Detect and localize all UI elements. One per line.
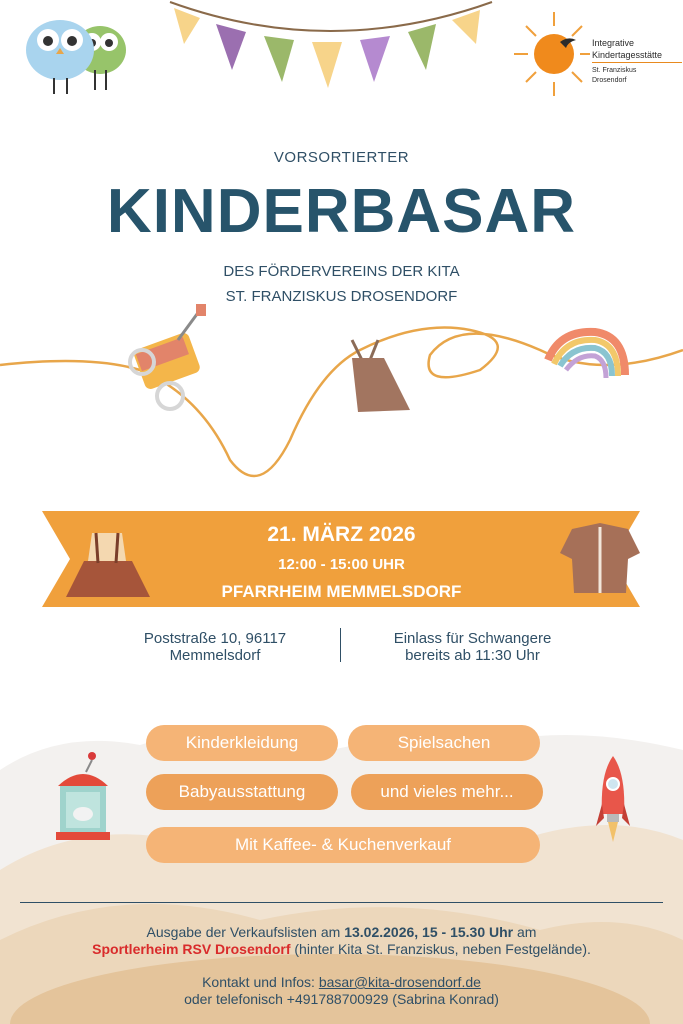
subtitle-line-2: ST. FRANZISKUS DROSENDORF — [225, 288, 458, 305]
event-place: PFARRHEIM MEMMELSDORF — [221, 582, 462, 601]
subtitle-line-1: DES FÖRDERVEREINS DER KITA — [223, 263, 460, 280]
offer-pill-babyausstattung: Babyausstattung — [146, 774, 338, 810]
offer-pill-more: und vieles mehr... — [351, 774, 543, 810]
toy-wagon-icon — [130, 304, 206, 409]
decorative-string — [0, 300, 683, 500]
footer-venue-red: Sportlerheim RSV Drosendorf — [92, 941, 291, 957]
logo-divider — [592, 62, 682, 63]
logo-line-4: Drosendorf — [592, 77, 627, 84]
logo-line-2: Kindertagesstätte — [592, 50, 663, 60]
offer-pill-kinderkleidung: Kinderkleidung — [146, 725, 338, 761]
offer-pill-cafe: Mit Kaffee- & Kuchenverkauf — [146, 827, 540, 863]
offer-pill-spielsachen: Spielsachen — [348, 725, 540, 761]
event-time: 12:00 - 15:00 UHR — [278, 556, 405, 573]
kita-logo — [510, 10, 680, 100]
logo-line-3: St. Franziskus — [592, 67, 637, 74]
entry-note-line-1: Einlass für Schwangere — [393, 630, 552, 647]
owl-icon — [12, 10, 137, 100]
rocket-icon — [596, 754, 630, 846]
footer-phone-line: oder telefonisch +491788700929 (Sabrina Konrad) — [184, 991, 499, 1007]
footer-contact-label: Kontakt und Infos: — [202, 974, 319, 990]
logo-line-1: Integrative — [592, 38, 635, 48]
address-divider — [340, 628, 341, 662]
bunting-flags — [160, 0, 500, 100]
event-date: 21. MÄRZ 2026 — [267, 523, 416, 546]
footer-line-1-post: am — [513, 924, 537, 940]
address-street: Poststraße 10, 96117 — [143, 630, 287, 647]
footer-line-1 — [0, 924, 683, 941]
carousel-lantern-icon — [52, 752, 114, 844]
venue-address — [110, 630, 320, 664]
entry-note — [360, 630, 585, 664]
footer-date-bold: 13.02.2026, 15 - 15.30 Uhr — [344, 924, 514, 940]
footer-line-1-pre: Ausgabe der Verkaufslisten am — [146, 924, 345, 940]
footer-divider — [20, 902, 663, 903]
address-town: Memmelsdorf — [169, 647, 261, 664]
slinky-spring-icon — [548, 332, 625, 378]
entry-note-line-2: bereits ab 11:30 Uhr — [405, 647, 540, 664]
footer-line-2-post: (hinter Kita St. Franziskus, neben Festgelände). — [290, 941, 591, 957]
footer-line-3 — [0, 974, 683, 991]
sun-logo-icon — [510, 10, 592, 100]
page-title: KINDERBASAR — [106, 177, 577, 246]
contact-email-link[interactable]: basar@kita-drosendorf.de — [318, 974, 481, 990]
footer-line-2 — [0, 941, 683, 958]
kicker-text: VORSORTIERTER — [273, 149, 410, 166]
